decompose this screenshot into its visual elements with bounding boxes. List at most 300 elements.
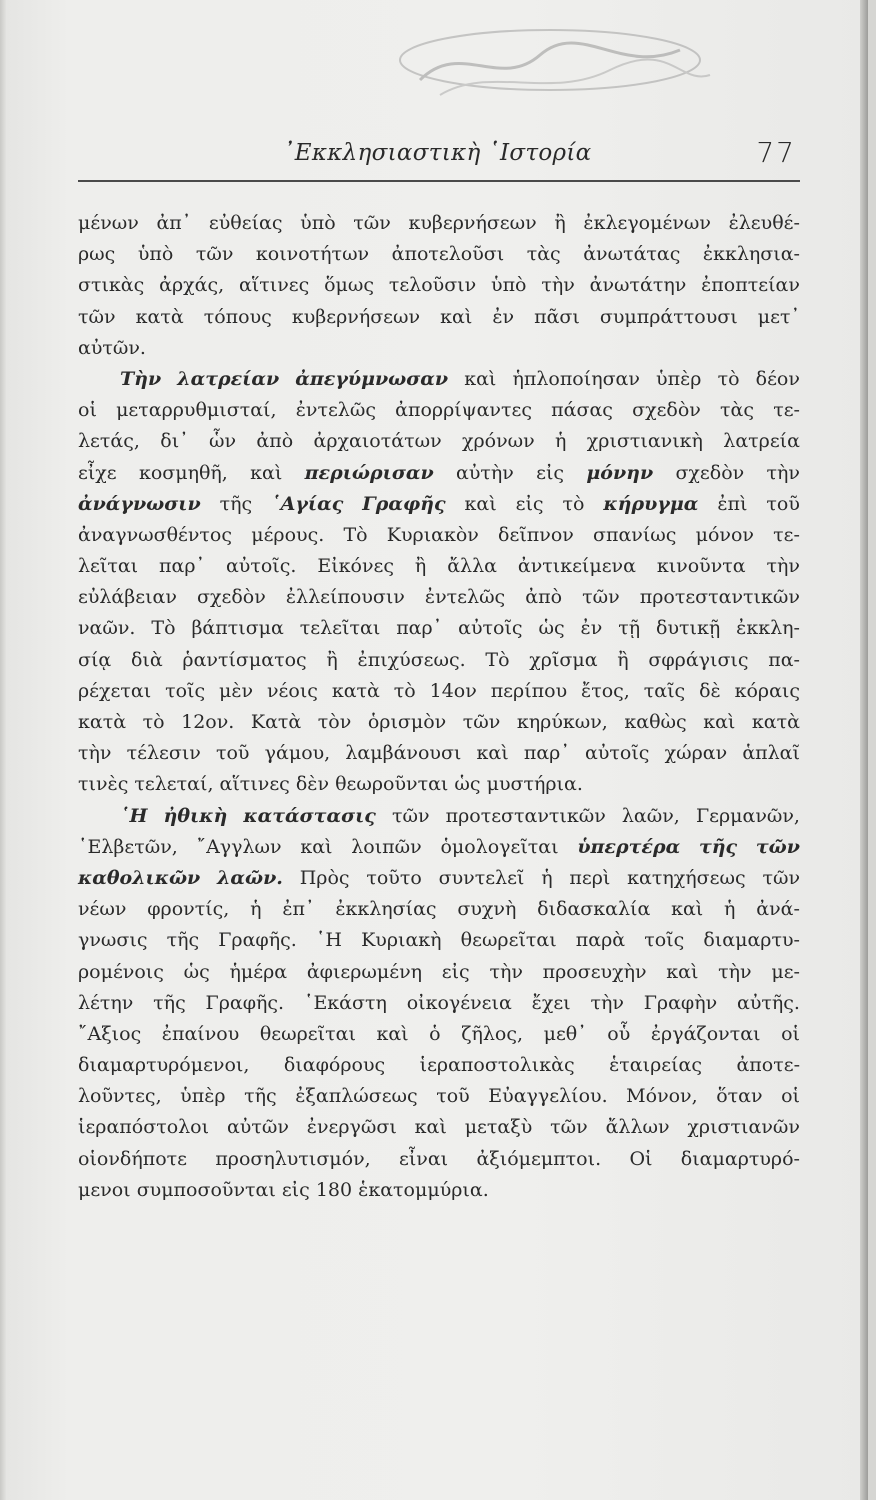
word: λέτην (78, 991, 134, 1014)
word: διαμαρτυρό- (680, 1147, 800, 1170)
word: ρέχεται (78, 679, 152, 702)
word: τὸ (142, 711, 165, 733)
word: ἀπορρίψαντες (395, 399, 532, 422)
word: κόραις (734, 679, 800, 702)
text-line (78, 894, 800, 925)
emphasis-text: ῾Η (120, 804, 148, 827)
word: διαμαρτυρόμενοι, (78, 1054, 250, 1077)
word: ὑπὸ (137, 243, 174, 266)
word: χριστιανικὴ (586, 430, 703, 453)
word (271, 489, 343, 520)
word: ῎Αξιος (78, 1022, 142, 1045)
page-edge-shadow (860, 0, 868, 1500)
word: αὐτῶν. (78, 336, 146, 359)
word: παρ᾿ (159, 555, 206, 578)
emphasis-text: τῆς (698, 835, 738, 858)
word: μέρους. (251, 523, 325, 546)
word: μετ᾿ (757, 305, 800, 328)
word: αὐτὴν (455, 461, 514, 484)
word: αἵτινες (238, 274, 310, 297)
word: μεταρρυθμισταί, (116, 399, 277, 422)
word: γνωσις (78, 929, 148, 952)
word: προσηλυτισμόν, (215, 1147, 371, 1170)
word: παρὰ (575, 929, 626, 952)
word: παρ᾿ (523, 742, 570, 765)
word: ἀνωτάτας (583, 243, 681, 266)
word: ἑταιρείας (609, 1054, 702, 1077)
word: αὐτοῖς (585, 742, 650, 765)
word: καὶ (703, 711, 736, 733)
word: ὡς (538, 617, 565, 640)
word: ὧν (209, 430, 237, 453)
text-line (78, 1175, 800, 1206)
text-line (78, 489, 800, 520)
text-line (78, 613, 800, 644)
word: ῾Ελβετῶν, (78, 835, 178, 858)
word: λοῦντες, (78, 1085, 162, 1108)
word: κηρύκων, (516, 711, 608, 733)
word: ἐπιχύσεως. (357, 648, 466, 671)
word: ἐντελῶς (424, 586, 506, 609)
word: σχεδὸν (197, 586, 266, 609)
word: τέλεσιν (126, 742, 201, 765)
emphasis-text: τῶν (755, 835, 800, 858)
word: τῶν (762, 866, 800, 889)
emphasis-text: λατρείαν (177, 367, 280, 390)
emphasis-text: λαῶν. (217, 866, 283, 889)
word: τινὲς (78, 773, 129, 796)
word: σφράγισις (648, 648, 749, 671)
word: κατὰ (78, 711, 127, 733)
word: τὴν (541, 274, 575, 297)
word: ἐνεργῶσι (306, 1116, 397, 1139)
word: τελεῖται (299, 617, 381, 640)
word: Τὸ (151, 617, 176, 640)
word: τὰς (526, 243, 561, 266)
word: ἡ (541, 866, 553, 889)
word: αὐτῆς. (737, 991, 800, 1014)
word: σχεδὸν (675, 461, 745, 484)
word: καὶ (250, 461, 283, 484)
word: αὐτῶν (226, 1116, 289, 1139)
text-line (78, 239, 800, 270)
text-line (78, 863, 800, 894)
word: ῾Εκάστη (303, 991, 387, 1014)
word: ἱεραποστολικὰς (419, 1054, 575, 1077)
text-line (78, 1144, 800, 1175)
word: καὶ (666, 960, 699, 983)
word: τῶν (550, 1116, 588, 1139)
text-line (78, 957, 800, 988)
word: ταῖς (643, 679, 686, 702)
word: Τὸ (485, 648, 510, 671)
word: εἰς (281, 1178, 310, 1201)
text-line (78, 364, 800, 395)
word: πα- (768, 648, 800, 671)
word: ἀφιερωμένη (306, 960, 423, 983)
text-line (78, 707, 800, 738)
word (699, 832, 737, 863)
word: λαμβάνουσι (345, 742, 462, 765)
text-line (78, 551, 800, 582)
word: ὡς (183, 960, 210, 983)
word: τὴν (489, 960, 523, 983)
word: ζῆλος, (461, 1022, 524, 1045)
word: δὲν (295, 773, 330, 796)
word: προτεσταντικῶν (445, 804, 606, 827)
word: ἐλλείπουσιν (285, 586, 405, 609)
word (577, 832, 680, 863)
word: βάπτισμα (191, 617, 284, 640)
word (78, 863, 200, 894)
word: Οἱ (629, 1147, 653, 1170)
word: λοιπῶν (351, 835, 422, 858)
text-line (78, 1112, 800, 1143)
word: μένων (78, 212, 139, 234)
emphasis-text: Γραφῆς (362, 492, 446, 515)
emphasis-text: ἠθικὴ (163, 804, 228, 827)
text-line (78, 1081, 800, 1112)
word: ἢ (554, 212, 566, 234)
word: τῶν (353, 212, 391, 234)
word: Τὸ (343, 523, 368, 546)
word: Κυριακὴ (361, 929, 442, 952)
emphasis-text: ἀνάγνωσιν (78, 492, 201, 515)
word: ὑπὸ (491, 274, 527, 297)
word: ἐξαπλώσεως (295, 1085, 418, 1108)
word: καὶ (414, 1116, 447, 1139)
word: διαμαρτυ- (703, 929, 800, 952)
word: φροντίς, (147, 898, 230, 921)
text-line (78, 520, 800, 551)
word: ἐπ᾿ (282, 898, 315, 921)
word (362, 489, 445, 520)
word: οἱ (781, 1022, 800, 1045)
word: κοινοτήτων (255, 243, 370, 266)
word: τοῖς (644, 929, 685, 952)
word: ἀναγνωσθέντος (78, 523, 233, 546)
word: ἀρχαιοτάτων (313, 430, 442, 453)
word: ἐντελῶς (295, 399, 376, 422)
word: πάσας (551, 399, 613, 422)
text-line (78, 582, 800, 613)
word: ἀνά- (756, 898, 800, 921)
word: στικὰς (78, 274, 145, 297)
word: ἀποτε- (736, 1054, 800, 1077)
word: τὸ (562, 492, 585, 515)
word: διδασκαλία (537, 898, 651, 921)
word: συμποσοῦνται (136, 1178, 276, 1201)
text-line (78, 769, 800, 800)
word: ἡ (555, 430, 567, 453)
word: ἀπὸ (256, 430, 294, 453)
word: παρ᾿ (396, 617, 443, 640)
word: ἢ (617, 648, 629, 671)
word: ἀντικείμενα (517, 555, 636, 578)
word: τὸν (317, 711, 352, 733)
word: τὴν (78, 742, 112, 765)
word: ὁ (429, 1022, 441, 1045)
word (78, 489, 201, 520)
word: οἰκογένεια (406, 991, 512, 1014)
word: ῥαντίσματος (182, 648, 307, 671)
word: καὶ (671, 898, 704, 921)
word: θεωρεῖται (460, 929, 557, 952)
word: τὰς (720, 399, 755, 422)
emphasis-text: ὑπερτέρα (577, 835, 681, 858)
word: ὅταν (716, 1085, 763, 1108)
running-title: ᾿Εκκλησιαστικὴ ῾Ιστορία (283, 140, 592, 166)
word (756, 832, 800, 863)
word: τῆς (166, 929, 200, 952)
word: κυβερνήσεων (408, 212, 537, 234)
word: ἔχει (531, 991, 571, 1014)
text-line (78, 1050, 800, 1081)
word: ἄλλων (605, 1116, 670, 1139)
word: προτεσταντικῶν (639, 586, 800, 609)
word: ἔτος, (581, 679, 630, 702)
word: ῾Η (315, 929, 342, 952)
word: τοῖς (165, 679, 206, 702)
word: οἱονδήποτε (78, 1147, 187, 1170)
word: τὴν (590, 991, 624, 1014)
word: καὶ (476, 742, 509, 765)
word: ἐπὶ (717, 492, 748, 515)
word: τὸ (717, 367, 740, 390)
emphasis-text: περιώρισαν (304, 461, 434, 484)
word: νέοις (267, 679, 318, 702)
text-line (78, 801, 800, 832)
word: τε- (773, 399, 800, 422)
word: κινοῦντα (656, 555, 746, 578)
word: ναῶν. (78, 617, 136, 640)
word: ἐν (492, 305, 515, 328)
word: μεθ᾿ (543, 1022, 587, 1045)
word: χώραν (664, 742, 728, 765)
text-line (78, 645, 800, 676)
text-line (78, 676, 800, 707)
word: κοσμηθῆ, (138, 461, 228, 484)
word: καὶ (440, 305, 473, 328)
word: ἐπαίνου (161, 1022, 240, 1045)
word: εἰς (515, 492, 544, 515)
word (177, 364, 279, 395)
word: Πρὸς (299, 866, 350, 889)
text-line (78, 426, 800, 457)
word: τῶν (462, 711, 501, 733)
word: σχεδὸν (632, 399, 701, 422)
word: ὡς (454, 773, 481, 796)
word: προσευχὴν (542, 960, 647, 983)
word: Γραφῆς. (205, 991, 285, 1014)
word: ρως (78, 243, 116, 266)
word: τῆς (153, 991, 186, 1014)
word: ἢ (414, 555, 427, 578)
word: ἢ (326, 648, 338, 671)
word: ἀξιόμεμπτοι. (476, 1147, 602, 1170)
word: τοῦτο (366, 866, 422, 889)
word: ὑπὸ (300, 212, 336, 234)
text-line (78, 208, 800, 239)
word: αὐτοῖς (458, 617, 523, 640)
text-line (78, 1019, 800, 1050)
word: καὶ (376, 1022, 409, 1045)
word: τόπους (203, 305, 272, 328)
word (603, 489, 698, 520)
word: τῶν (391, 804, 430, 827)
word: μεταξὺ (464, 1116, 533, 1139)
word: τοῦ (436, 1085, 470, 1108)
word: ἀρχάς, (159, 274, 225, 297)
word: οἱ (781, 1085, 800, 1108)
word: ἀνωτάτην (589, 274, 687, 297)
word: ἀποτελοῦσι (391, 243, 505, 266)
word: τὴν (766, 461, 800, 484)
word: δέον (755, 367, 800, 390)
word (243, 801, 375, 832)
word: τελοῦσιν (388, 274, 477, 297)
text-line (78, 270, 800, 301)
word: δεῖπνον (498, 523, 574, 546)
word: θεωρεῖται (259, 1022, 356, 1045)
word (586, 458, 653, 489)
word: ὑπὲρ (180, 1085, 226, 1108)
word: μὲν (219, 679, 254, 702)
word: κατηχήσεως (627, 866, 746, 889)
emphasis-text: ἀπεγύμνωσαν (295, 367, 449, 390)
word: κατὰ (331, 679, 380, 702)
header-rule (78, 180, 800, 182)
body-text (78, 208, 800, 1206)
word: εἰς (536, 461, 565, 484)
text-line (78, 832, 800, 863)
word: Κυριακὸν (386, 523, 479, 546)
word: τῶν (582, 586, 620, 609)
word: τὴν (718, 960, 752, 983)
word: εἶναι (399, 1147, 449, 1170)
text-line (78, 458, 800, 489)
word (120, 364, 161, 395)
word: σπανίως (593, 523, 677, 546)
word: με- (771, 960, 800, 983)
word: ὑπὲρ (656, 367, 702, 390)
word: ἑκατομμύρια. (358, 1178, 489, 1201)
page-gutter-shadow (0, 0, 6, 1500)
word: λεῖται (78, 555, 139, 578)
word: δὲ (699, 679, 721, 702)
word: ἐκκλη- (736, 617, 800, 640)
text-line (78, 395, 800, 426)
word: οὗ (607, 1022, 631, 1045)
word: Γερμανῶν, (695, 804, 800, 827)
word: τῆς (244, 1085, 277, 1108)
word (164, 801, 228, 832)
word: συχνὴ (457, 898, 517, 921)
emphasis-text: μόνην (586, 461, 654, 484)
word: ἐκλεγομένων (583, 212, 711, 234)
text-line (78, 738, 800, 769)
word: Εἰκόνες (317, 555, 394, 578)
word: ἐκκλησια- (702, 243, 800, 266)
word: τῶν (78, 305, 116, 328)
word (295, 364, 448, 395)
word: Μόνον, (626, 1085, 698, 1108)
word: ἐκκλησίας (335, 898, 437, 921)
word: αὐτοῖς. (225, 555, 297, 578)
text-line (78, 925, 800, 956)
word: εὐθείας (208, 212, 283, 234)
emphasis-text: κατάστασις (243, 804, 376, 827)
word: εἰς (441, 960, 470, 983)
word: ἡπλοποίησαν (512, 367, 640, 390)
library-stamp (380, 20, 740, 110)
text-line (78, 302, 800, 333)
word: συμπράττουσι (599, 305, 738, 328)
word: χρόνων (461, 430, 535, 453)
word: λατρεία (723, 430, 800, 453)
word: τοῦ (766, 492, 800, 515)
word: πᾶσι (534, 305, 580, 328)
word: ἡ (724, 898, 736, 921)
word: μυστήρια. (486, 773, 583, 796)
word: ἐργάζονται (650, 1022, 761, 1045)
word: μενοι (78, 1178, 131, 1201)
word: τὴν (766, 555, 800, 578)
word: Κατὰ (250, 711, 302, 733)
word: τὸ (393, 679, 416, 702)
word: τελεταί, (134, 773, 214, 796)
word: εὐλάβειαν (78, 586, 177, 609)
word: περὶ (569, 866, 611, 889)
word: ὁμολογεῖται (440, 835, 559, 858)
word: λετάς, (78, 430, 140, 453)
word: αἵτινες (219, 773, 290, 796)
word: ἡ (250, 898, 262, 921)
word: λαῶν, (621, 804, 680, 827)
word: 14ον (429, 679, 477, 702)
word: εἶχε (78, 461, 117, 484)
word (120, 801, 147, 832)
word: ἐποπτείαν (701, 274, 800, 297)
word: Γραφῆς. (218, 929, 297, 952)
word: μόνον (695, 523, 754, 546)
word: περίπου (490, 679, 568, 702)
page-header (78, 138, 800, 178)
word: τῶν (195, 243, 234, 266)
word: τῇ (618, 617, 641, 640)
word: 12ον. (181, 711, 235, 733)
word: δυτικῇ (656, 617, 721, 640)
emphasis-text: κήρυγμα (603, 492, 699, 515)
word: ἐλευθέ- (728, 212, 800, 234)
text-line (78, 988, 800, 1019)
text-line (78, 333, 800, 364)
word: ὅμως (324, 274, 374, 297)
word: γάμου, (264, 742, 331, 765)
word: ἡμέρα (229, 960, 288, 983)
word: καὶ (300, 835, 333, 858)
word: ἀπ᾿ (156, 212, 192, 234)
word: θεωροῦνται (335, 773, 449, 796)
word (305, 458, 434, 489)
word: Εὐαγγελίου. (488, 1085, 608, 1108)
emphasis-text: Τὴν (120, 367, 162, 390)
word: κατὰ (751, 711, 800, 733)
word: ἁπλαῖ (742, 742, 800, 765)
emphasis-text: ῾Αγίας (271, 492, 344, 515)
word: χρῖσμα (529, 648, 598, 671)
word: χριστιανῶν (687, 1116, 800, 1139)
